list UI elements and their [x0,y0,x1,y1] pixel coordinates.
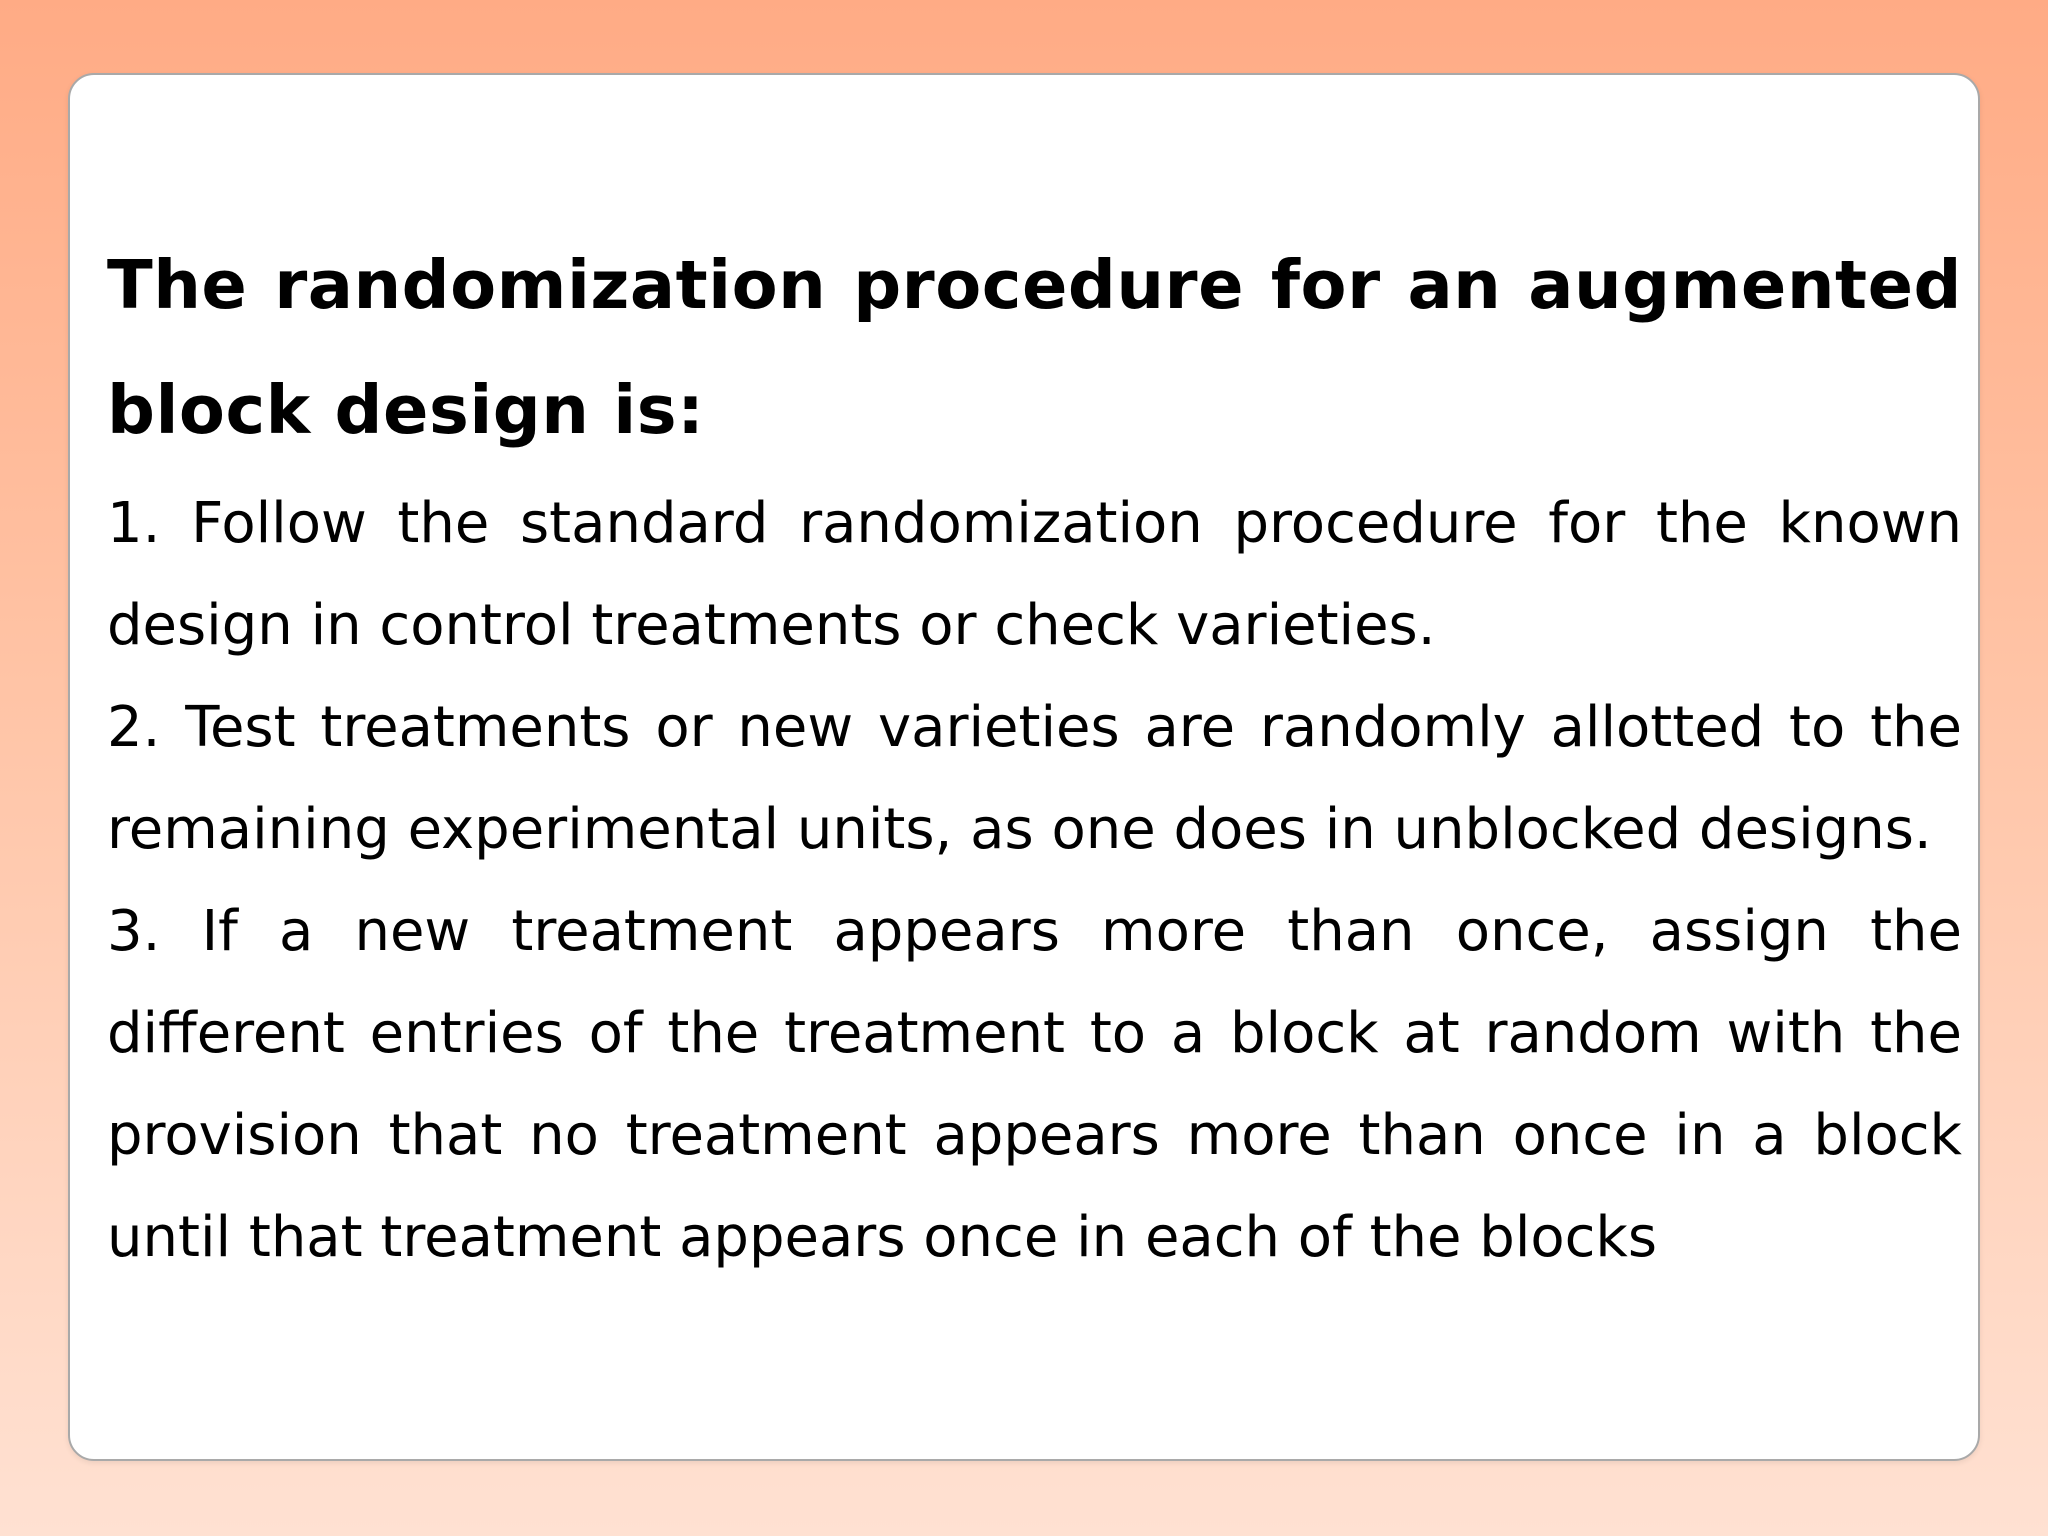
list-item-1: 1. Follow the standard randomization procedure for the known design in control treatments or check varieties. [107,491,1962,658]
list-item-2: 2. Test treatments or new varieties are randomly allotted to the remaining experimental units, as one does in unblocked designs. [107,695,1962,862]
slide-heading: The randomization procedure for an augmented block design is: [107,246,1962,449]
slide-content [107,223,1962,1289]
list-item-3: 3. If a new treatment appears more than once, assign the different entries of the treatment to a block at random with the provision that no treatment appears more than once in a block until that treatment appears once in each of the blocks [107,899,1962,1270]
